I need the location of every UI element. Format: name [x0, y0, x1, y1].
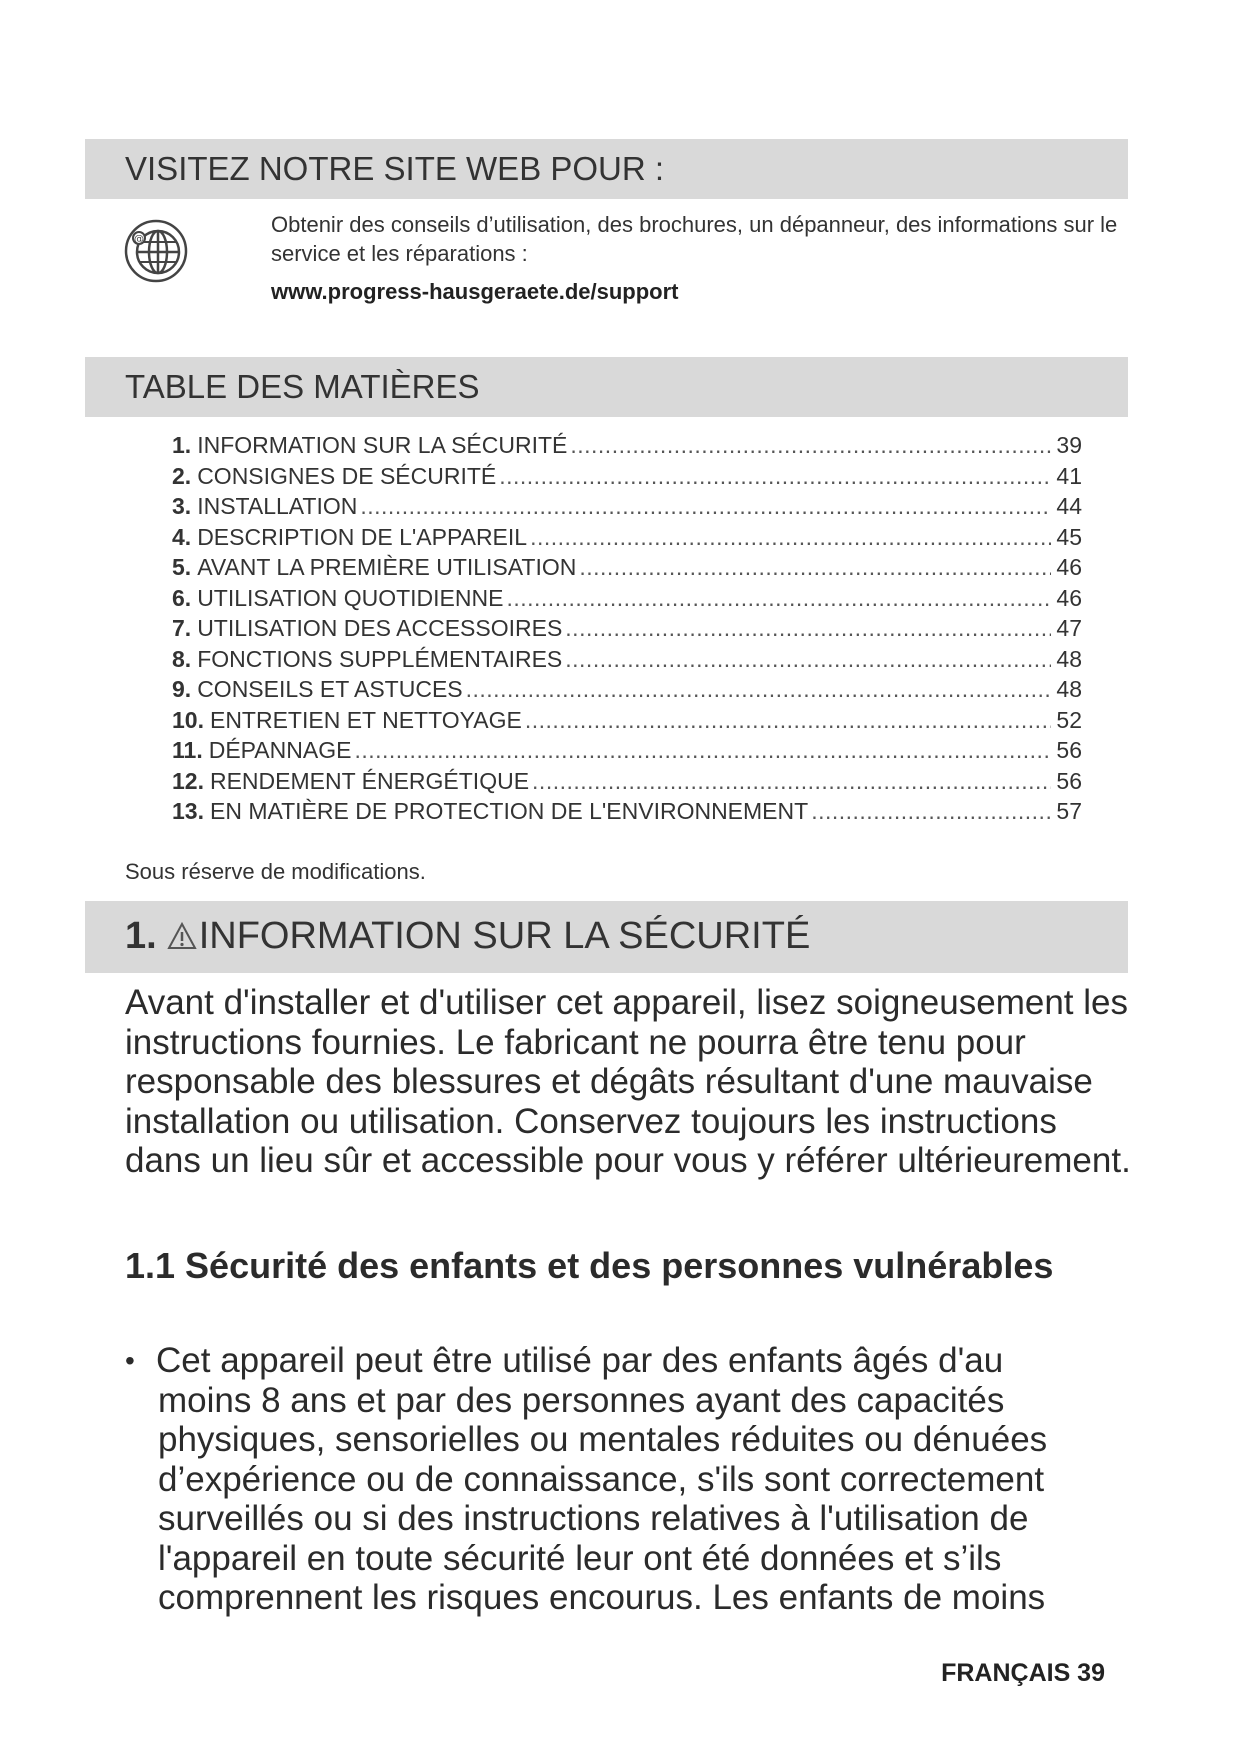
toc-item-number: 11. — [172, 737, 203, 763]
toc-dot-leader — [811, 798, 1051, 825]
toc-item-label: UTILISATION QUOTIDIENNE — [197, 584, 504, 611]
support-link[interactable]: www.progress-hausgeraete.de/support — [271, 279, 679, 304]
globe-icon — [123, 218, 189, 289]
bullet-text-line: Cet appareil peut être utilisé par des enfants âgés d'au — [156, 1341, 1004, 1380]
toc-item[interactable] — [172, 432, 1082, 463]
toc-item[interactable] — [172, 554, 1082, 585]
toc-item[interactable] — [172, 768, 1082, 799]
toc-item-label: DÉPANNAGE — [208, 737, 352, 763]
toc-dot-leader — [499, 463, 1051, 490]
toc-item-label: DESCRIPTION DE L'APPAREIL — [197, 523, 528, 550]
bullet-text-line: d’expérience ou de connaissance, s'ils sont correctement — [158, 1459, 1045, 1499]
toc-item-page: 46 — [1056, 584, 1082, 611]
toc-item-number: 5. — [172, 554, 192, 580]
toc-item-page: 46 — [1056, 554, 1082, 580]
toc-item-number: 8. — [172, 645, 192, 672]
toc-item-number: 2. — [172, 462, 192, 489]
section-title: INFORMATION SUR LA SÉCURITÉ — [198, 915, 811, 957]
toc-item-label: FONCTIONS SUPPLÉMENTAIRES — [197, 645, 563, 672]
toc-item-number: 1. — [172, 432, 192, 458]
toc-item[interactable] — [172, 676, 1082, 707]
toc-dot-leader — [525, 707, 1051, 734]
bullet-item — [125, 1341, 1125, 1618]
toc-dot-leader — [466, 676, 1051, 703]
toc-dot-leader — [565, 615, 1051, 642]
page-footer: FRANÇAIS 39 — [941, 1659, 1105, 1687]
modification-note: Sous réserve de modifications. — [125, 859, 426, 884]
toc-item-page: 52 — [1056, 706, 1082, 733]
bullet-text-line: comprennent les risques encourus. Les enfants de moins — [158, 1578, 1046, 1617]
toc-item[interactable] — [172, 585, 1082, 616]
toc-item-label: CONSEILS ET ASTUCES — [197, 676, 463, 702]
toc-item-label: UTILISATION DES ACCESSOIRES — [197, 615, 563, 641]
toc-item-number: 13. — [172, 798, 204, 824]
toc-dot-leader — [530, 524, 1051, 551]
subsection-title: 1.1 Sécurité des enfants et des personnes vulnérables — [125, 1245, 1054, 1286]
website-section-header — [85, 139, 1128, 199]
toc-dot-leader — [579, 554, 1051, 581]
toc-item[interactable] — [172, 493, 1082, 524]
toc-dot-leader — [532, 768, 1051, 795]
website-section-title: VISITEZ NOTRE SITE WEB POUR : — [125, 150, 665, 187]
toc-item[interactable] — [172, 707, 1082, 738]
toc-item-number: 12. — [172, 767, 204, 794]
toc-item[interactable] — [172, 737, 1082, 768]
svg-text:@: @ — [134, 234, 144, 245]
toc-item-page: 44 — [1056, 493, 1082, 519]
bullet-text-line: surveillés ou si des instructions relatives à l'utilisation de — [158, 1499, 1029, 1538]
toc-item-label: INFORMATION SUR LA SÉCURITÉ — [197, 432, 568, 458]
toc-dot-leader — [360, 493, 1051, 520]
toc-item-page: 56 — [1056, 767, 1082, 794]
bullet-text-line: moins 8 ans et par des personnes ayant des capacités — [158, 1380, 1005, 1420]
toc-item-label: AVANT LA PREMIÈRE UTILISATION — [197, 554, 577, 580]
toc-item-page: 45 — [1056, 523, 1082, 550]
toc-item[interactable] — [172, 524, 1082, 555]
toc-item-page: 48 — [1056, 676, 1082, 702]
bullet-text-line: physiques, sensorielles ou mentales réduites ou dénuées — [158, 1420, 1048, 1459]
bullet-icon: • — [125, 1345, 135, 1376]
bullet-text-line: l'appareil en toute sécurité leur ont été données et s’ils — [158, 1538, 1002, 1578]
toc-item[interactable] — [172, 646, 1082, 677]
toc-item-page: 39 — [1056, 432, 1082, 458]
toc-item-label: INSTALLATION — [197, 493, 358, 519]
toc-dot-leader — [354, 737, 1051, 764]
toc-item-number: 6. — [172, 584, 192, 611]
toc-item-number: 3. — [172, 493, 192, 519]
toc-item-number: 7. — [172, 615, 192, 641]
toc-item-number: 9. — [172, 676, 192, 702]
toc-title: TABLE DES MATIÈRES — [125, 368, 480, 405]
toc-item[interactable] — [172, 463, 1082, 494]
toc-item-label: EN MATIÈRE DE PROTECTION DE L'ENVIRONNEMENT — [209, 798, 809, 824]
toc-item-page: 47 — [1056, 615, 1082, 641]
toc-dot-leader — [565, 646, 1051, 673]
website-description: Obtenir des conseils d’utilisation, des brochures, un dépanneur, des informations sur le service et les réparations : — [271, 212, 1118, 266]
toc-item-number: 10. — [172, 706, 204, 733]
safety-section-header — [85, 901, 1128, 973]
warning-icon — [167, 918, 197, 961]
toc-item[interactable] — [172, 615, 1082, 646]
section-number: 1. — [125, 915, 157, 957]
toc-dot-leader — [570, 432, 1051, 459]
toc-item[interactable] — [172, 798, 1082, 829]
toc-item-label: ENTRETIEN ET NETTOYAGE — [209, 706, 522, 733]
toc-item-label: CONSIGNES DE SÉCURITÉ — [197, 462, 497, 489]
table-of-contents — [172, 432, 1082, 829]
toc-item-label: RENDEMENT ÉNERGÉTIQUE — [209, 767, 530, 794]
toc-item-page: 48 — [1056, 645, 1082, 672]
toc-header — [85, 357, 1128, 417]
toc-item-page: 57 — [1056, 798, 1082, 824]
safety-intro: Avant d'installer et d'utiliser cet appareil, lisez soigneusement les instructions fournies. Le fabricant ne pourra être tenu pour responsable des blessures et dégâts résultant d'une mauvaise installation ou utilisation. Conservez toujours les instructions dans un lieu sûr et accessible pour vous y référer ultérieurement. — [125, 983, 1131, 1180]
toc-item-page: 41 — [1056, 462, 1082, 489]
toc-dot-leader — [506, 585, 1051, 612]
toc-item-number: 4. — [172, 523, 192, 550]
toc-item-page: 56 — [1056, 737, 1082, 763]
